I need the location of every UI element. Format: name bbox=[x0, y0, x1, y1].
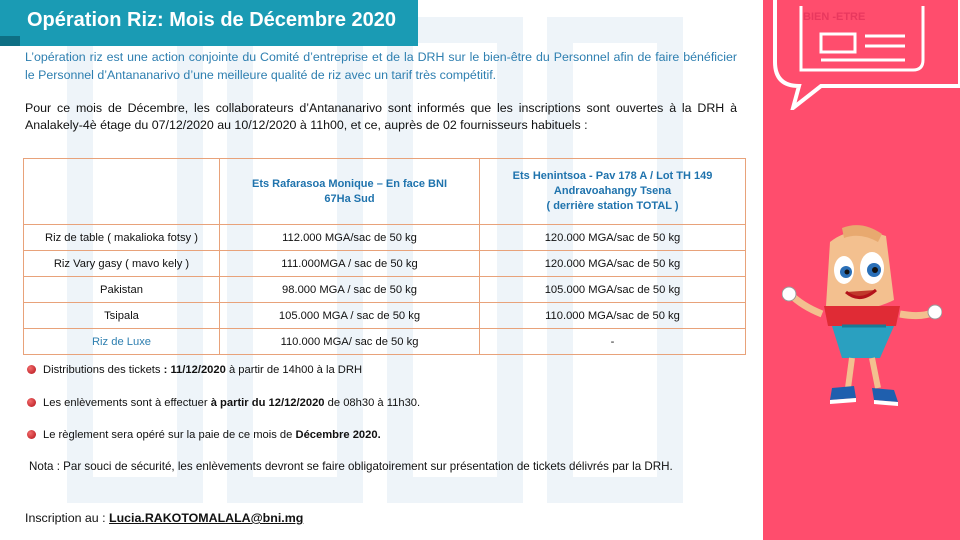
supplier-2-price: 110.000 MGA/sac de 50 kg bbox=[480, 303, 746, 329]
supplier-1-price: 98.000 MGA / sac de 50 kg bbox=[220, 277, 480, 303]
nota-paragraph: Nota : Par souci de sécurité, les enlèvements devront se faire obligatoirement sur présentation de tickets délivrés par la DRH. bbox=[29, 460, 673, 473]
rice-type: Riz de table ( makalioka fotsy ) bbox=[24, 225, 220, 251]
table-row bbox=[24, 303, 746, 329]
bullet-bold: à partir du 12/12/2020 bbox=[210, 397, 325, 409]
bullet-text: Distributions des tickets bbox=[43, 364, 161, 376]
supplier-1-price: 105.000 MGA / sac de 50 kg bbox=[220, 303, 480, 329]
table-row bbox=[24, 225, 746, 251]
table-row bbox=[24, 251, 746, 277]
supplier-2-address: Andravoahangy Tsena bbox=[553, 185, 672, 197]
bullet-text: Les enlèvements sont à effectuer bbox=[43, 397, 211, 409]
bullet-text: de 08h30 à 11h30. bbox=[324, 397, 421, 409]
supplier-2-price: - bbox=[480, 329, 746, 355]
announcement-paragraph: Pour ce mois de Décembre, les collaborateurs d’Antananarivo sont informés que les inscriptions sont ouvertes à la DRH à Analakely-4è étage du 07/12/2020 au 10/12/2020 à 11h00, et ce, auprès de 02 fournisseurs habituels : bbox=[25, 101, 737, 132]
page-title: Opération Riz: Mois de Décembre 2020 bbox=[27, 9, 397, 31]
bullet-bold: Décembre 2020. bbox=[295, 429, 381, 441]
supplier-2-name: Ets Henintsoa - Pav 178 A / Lot TH 149 bbox=[512, 170, 713, 182]
supplier-2-price: 105.000 MGA/sac de 50 kg bbox=[480, 277, 746, 303]
supplier-2-price: 120.000 MGA/sac de 50 kg bbox=[480, 225, 746, 251]
supplier-1-header bbox=[220, 159, 480, 225]
supplier-1-price: 110.000 MGA/ sac de 50 kg bbox=[220, 329, 480, 355]
table-header-row bbox=[24, 159, 746, 225]
mascot-illustration bbox=[782, 222, 942, 412]
red-bullet-icon bbox=[27, 365, 36, 374]
table-row bbox=[24, 277, 746, 303]
table-header-empty bbox=[24, 159, 220, 225]
supplier-1-name: Ets Rafarasoa Monique – En face BNI bbox=[252, 177, 447, 190]
rice-type: Pakistan bbox=[24, 277, 220, 303]
inscription-email-link[interactable]: Lucia.RAKOTOMALALA@bni.mg bbox=[109, 511, 304, 525]
rice-type: Tsipala bbox=[24, 303, 220, 329]
price-table bbox=[23, 158, 746, 355]
supplier-2-landmark: ( derrière station TOTAL ) bbox=[546, 200, 679, 212]
rice-type: Riz Vary gasy ( mavo kely ) bbox=[24, 251, 220, 277]
table-row bbox=[24, 329, 746, 355]
supplier-1-price: 111.000MGA / sac de 50 kg bbox=[220, 251, 480, 277]
supplier-1-address: 67Ha Sud bbox=[324, 192, 375, 205]
supplier-2-header bbox=[480, 159, 746, 225]
supplier-1-price: 112.000 MGA/sac de 50 kg bbox=[220, 225, 480, 251]
rice-type: Riz de Luxe bbox=[24, 329, 220, 355]
bullet-bold: : 11/12/2020 bbox=[160, 364, 226, 376]
inscription-label: Inscription au : bbox=[25, 511, 110, 525]
inscription-line bbox=[25, 511, 303, 525]
bien-etre-badge: BIEN -ETRE bbox=[803, 11, 866, 23]
bullet-item bbox=[27, 397, 420, 409]
bullet-item bbox=[27, 429, 381, 441]
red-bullet-icon bbox=[27, 430, 36, 439]
bullet-text: à partir de 14h00 à la DRH bbox=[225, 364, 363, 376]
supplier-2-price: 120.000 MGA/sac de 50 kg bbox=[480, 251, 746, 277]
bullet-item bbox=[27, 364, 362, 376]
red-bullet-icon bbox=[27, 398, 36, 407]
bullet-text: Le règlement sera opéré sur la paie de ce mois de bbox=[43, 429, 296, 441]
intro-paragraph: L’opération riz est une action conjointe du Comité d’entreprise et de la DRH sur le bien-être du Personnel afin de faire bénéficier le Personnel d’Antananarivo d’une meilleure qualité de riz avec un tarif très compétitif. bbox=[25, 50, 737, 82]
title-accent bbox=[0, 36, 20, 46]
